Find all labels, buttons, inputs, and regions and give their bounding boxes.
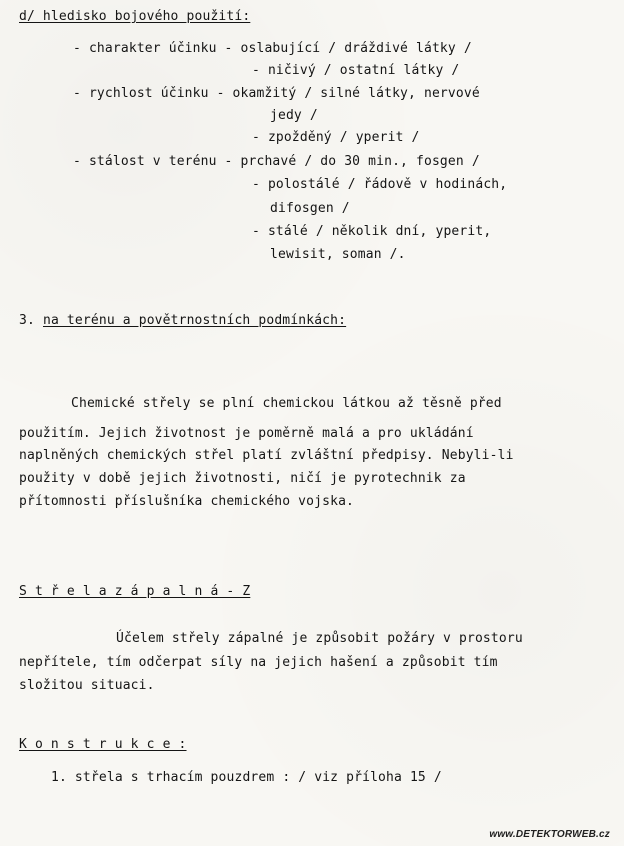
strela-zapalna-paragraph-line-1: Účelem střely zápalné je způsobit požáry v prostoru — [116, 631, 523, 646]
section-d-line-5: - zpožděný / yperit / — [252, 130, 420, 145]
strela-zapalna-paragraph-line-3: složitou situaci. — [19, 678, 155, 693]
section-3-paragraph-line-2: použitím. Jejich životnost je poměrně malá a pro ukládání — [19, 426, 474, 441]
section-3-paragraph-line-4: použity v době jejich životnosti, ničí je pyrotechnik za — [19, 471, 466, 486]
strela-zapalna-paragraph-line-2: nepřítele, tím odčerpat síly na jejich hašení a způsobit tím — [19, 655, 498, 670]
section-d-line-1: - charakter účinku - oslabující / dráždivé látky / — [73, 41, 472, 56]
footer-watermark: www.DETEKTORWEB.cz — [489, 829, 610, 840]
strela-zapalna-heading: S t ř e l a z á p a l n á - Z — [19, 584, 251, 599]
section-d-line-9: - stálé / několik dní, yperit, — [252, 224, 492, 239]
section-3-heading-number: 3. — [19, 313, 35, 328]
section-3-paragraph-line-3: naplněných chemických střel platí zvláštní předpisy. Nebyli-li — [19, 448, 514, 463]
section-d-line-4: jedy / — [270, 108, 318, 123]
section-d-line-7: - polostálé / řádově v hodinách, — [252, 177, 508, 192]
section-3-heading-text: na terénu a povětrnostních podmínkách: — [43, 313, 347, 328]
konstrukce-item-1: 1. střela s trhacím pouzdrem : / viz příloha 15 / — [51, 770, 442, 785]
section-d-line-3: - rychlost účinku - okamžitý / silné látky, nervové — [73, 86, 480, 101]
section-d-line-10: lewisit, soman /. — [270, 247, 406, 262]
section-3-paragraph-line-1: Chemické střely se plní chemickou látkou až těsně před — [71, 396, 502, 411]
konstrukce-heading: K o n s t r u k c e : — [19, 737, 187, 752]
section-d-line-6: - stálost v terénu - prchavé / do 30 min., fosgen / — [73, 154, 480, 169]
section-3-paragraph-line-5: přítomnosti příslušníka chemického vojska. — [19, 494, 355, 509]
section-d-line-8: difosgen / — [270, 201, 350, 216]
section-d-line-2: - ničivý / ostatní látky / — [252, 63, 460, 78]
section-d-heading: d/ hledisko bojového použití: — [19, 9, 251, 24]
